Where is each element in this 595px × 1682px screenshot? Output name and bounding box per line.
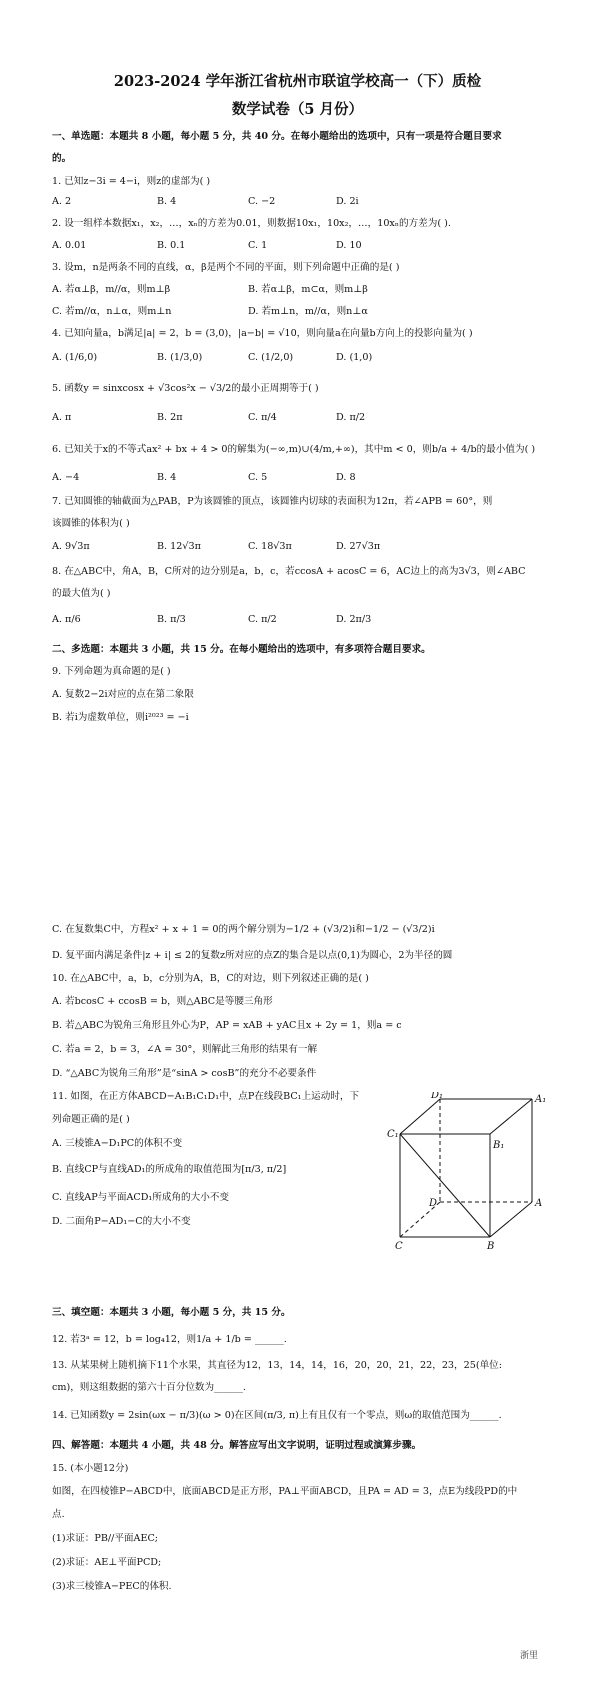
question-12: 12. 若3ᵃ = 12，b = log₄12，则1/a + 1/b = ______.: [52, 1334, 287, 1345]
document-subtitle: 数学试卷（5 月份）: [231, 101, 364, 118]
question-8-cont: 的最大值为( ): [52, 588, 111, 599]
q1-option-c: C. −2: [248, 196, 276, 207]
q8-option-c: C. π/2: [248, 614, 277, 625]
label-b1: B₁: [493, 1140, 505, 1151]
q11-option-d: D. 二面角P−AD₁−C的大小不变: [52, 1216, 191, 1227]
question-15-part-1: (1)求证：PB//平面AEC;: [52, 1533, 159, 1544]
section-single-choice: 一、单选题：本题共 8 小题，每小题 5 分，共 40 分。在每小题给出的选项中，只有一项是符合题目要求: [52, 131, 502, 142]
question-2: 2. 设一组样本数据x₁，x₂，…，xₙ的方差为0.01，则数据10x₁，10x₂，…，10xₙ的方差为( ).: [52, 218, 451, 229]
q10-option-b: B. 若△ABC为锐角三角形且外心为P，AP = xAB + yAC且x + 2y = 1，则a = c: [52, 1020, 402, 1031]
q9-option-c: C. 在复数集C中，方程x² + x + 1 = 0的两个解分别为−1/2 + (√3/2)i和−1/2 − (√3/2)i: [52, 924, 435, 935]
q6-option-c: C. 5: [248, 472, 268, 483]
q10-option-d: D. “△ABC为锐角三角形”是“sinA > cosB”的充分不必要条件: [52, 1068, 317, 1079]
section-single-choice-cont: 的。: [52, 153, 72, 164]
question-5: 5. 函数y = sinxcosx + √3cos²x − √3/2的最小正周期等于( ): [52, 383, 319, 394]
label-c1: C₁: [387, 1129, 399, 1140]
question-15-cont: 点.: [52, 1509, 65, 1520]
q3-option-d: D. 若m⊥n，m//α，则n⊥α: [248, 306, 368, 317]
question-14: 14. 已知函数y = 2sin(ωx − π/3)(ω > 0)在区间(π/3, π)上有且仅有一个零点，则ω的取值范围为______.: [52, 1410, 502, 1421]
question-13-cont: cm)，则这组数据的第六十百分位数为______.: [52, 1382, 246, 1393]
edge-b-a: [490, 1202, 532, 1237]
edge-c1-d1: [400, 1099, 440, 1134]
question-15-part-2: (2)求证：AE⊥平面PCD;: [52, 1557, 162, 1568]
question-15: 如图，在四棱锥P−ABCD中，底面ABCD是正方形，PA⊥平面ABCD，且PA = AD = 3，点E为线段PD的中: [52, 1486, 518, 1497]
diagonal-c1-b: [400, 1134, 490, 1237]
cube-figure: [385, 1092, 550, 1250]
q6-option-d: D. 8: [336, 472, 356, 483]
label-d: D: [429, 1198, 438, 1209]
q2-option-b: B. 0.1: [157, 240, 186, 251]
q11-option-b: B. 直线CP与直线AD₁的所成角的取值范围为[π/3, π/2]: [52, 1164, 287, 1175]
q5-option-b: B. 2π: [157, 412, 183, 423]
q9-option-d: D. 复平面内满足条件|z + i| ≤ 2的复数z所对应的点Z的集合是以点(0,1)为圆心，2为半径的圆: [52, 950, 453, 961]
q7-option-b: B. 12√3π: [157, 541, 201, 552]
question-7-cont: 该圆锥的体积为( ): [52, 518, 130, 529]
question-15-part-3: (3)求三棱锥A−PEC的体积.: [52, 1581, 172, 1592]
q7-option-c: C. 18√3π: [248, 541, 292, 552]
question-11: 11. 如图，在正方体ABCD−A₁B₁C₁D₁中，点P在线段BC₁上运动时，下: [52, 1091, 360, 1102]
q6-option-b: B. 4: [157, 472, 177, 483]
label-d1: D₁: [431, 1092, 444, 1101]
question-15-header: 15. (本小题12分): [52, 1463, 129, 1474]
q4-option-c: C. (1/2,0): [248, 352, 294, 363]
q8-option-d: D. 2π/3: [336, 614, 372, 625]
label-a: A: [535, 1198, 543, 1209]
question-1: 1. 已知z−3i = 4−i，则z的虚部为( ): [52, 176, 211, 187]
q4-option-b: B. (1/3,0): [157, 352, 203, 363]
section-solutions: 四、解答题：本题共 4 小题，共 48 分。解答应写出文字说明，证明过程或演算步骤。: [52, 1440, 422, 1451]
q8-option-b: B. π/3: [157, 614, 186, 625]
q2-option-a: A. 0.01: [52, 240, 87, 251]
page-footer: 浙里: [520, 1651, 539, 1661]
q7-option-d: D. 27√3π: [336, 541, 381, 552]
label-b: B: [487, 1241, 495, 1250]
question-3: 3. 设m，n是两条不同的直线，α，β是两个不同的平面，则下列命题中正确的是( ): [52, 262, 400, 273]
q1-option-b: B. 4: [157, 196, 177, 207]
q5-option-c: C. π/4: [248, 412, 277, 423]
question-13: 13. 从某果树上随机摘下11个水果，其直径为12，13，14，14，16，20，20，21，22，23，25(单位:: [52, 1360, 502, 1371]
question-6: 6. 已知关于x的不等式ax² + bx + 4 > 0的解集为(−∞,m)∪(4/m,+∞)，其中m < 0，则b/a + 4/b的最小值为( ): [52, 444, 536, 455]
q4-option-a: A. (1/6,0): [52, 352, 98, 363]
q7-option-a: A. 9√3π: [52, 541, 90, 552]
label-a1: A₁: [535, 1094, 547, 1105]
edge-b1-a1: [490, 1099, 532, 1134]
q6-option-a: A. −4: [52, 472, 80, 483]
q11-option-c: C. 直线AP与平面ACD₁所成角的大小不变: [52, 1192, 230, 1203]
section-fill-in: 三、填空题：本题共 3 小题，每小题 5 分，共 15 分。: [52, 1307, 291, 1318]
q5-option-d: D. π/2: [336, 412, 366, 423]
q3-option-a: A. 若α⊥β，m//α，则m⊥β: [52, 284, 171, 295]
q9-option-b: B. 若i为虚数单位，则i²⁰²³ = −i: [52, 712, 189, 723]
question-10: 10. 在△ABC中，a，b，c分别为A，B，C的对边，则下列叙述正确的是( ): [52, 973, 369, 984]
q4-option-d: D. (1,0): [336, 352, 373, 363]
question-11-cont: 列命题正确的是( ): [52, 1114, 130, 1125]
q2-option-c: C. 1: [248, 240, 268, 251]
section-multiple-choice: 二、多选题：本题共 3 小题，共 15 分。在每小题给出的选项中，有多项符合题目要求。: [52, 644, 431, 655]
question-9: 9. 下列命题为真命题的是( ): [52, 666, 171, 677]
document-title: 2023-2024 学年浙江省杭州市联谊学校高一（下）质检: [113, 73, 482, 90]
q5-option-a: A. π: [52, 412, 72, 423]
q9-option-a: A. 复数2−2i对应的点在第二象限: [52, 689, 194, 700]
label-c: C: [395, 1241, 403, 1250]
q1-option-a: A. 2: [52, 196, 72, 207]
q3-option-b: B. 若α⊥β，m⊂α，则m⊥β: [248, 284, 368, 295]
q10-option-c: C. 若a = 2，b = 3，∠A = 30°，则解此三角形的结果有一解: [52, 1044, 318, 1055]
q1-option-d: D. 2i: [336, 196, 359, 207]
q2-option-d: D. 10: [336, 240, 362, 251]
q10-option-a: A. 若bcosC + ccosB = b，则△ABC是等腰三角形: [52, 996, 273, 1007]
q8-option-a: A. π/6: [52, 614, 81, 625]
q11-option-a: A. 三棱锥A−D₁PC的体积不变: [52, 1138, 183, 1149]
q3-option-c: C. 若m//α，n⊥α，则m⊥n: [52, 306, 172, 317]
question-8: 8. 在△ABC中，角A，B，C所对的边分别是a，b，c，若ccosA + acosC = 6，AC边上的高为3√3，则∠ABC: [52, 566, 526, 577]
question-7: 7. 已知圆锥的轴截面为△PAB，P为该圆锥的顶点，该圆锥内切球的表面积为12π，若∠APB = 60°，则: [52, 496, 493, 507]
question-4: 4. 已知向量a，b满足|a| = 2，b = (3,0)，|a−b| = √10，则向量a在向量b方向上的投影向量为( ): [52, 328, 473, 339]
